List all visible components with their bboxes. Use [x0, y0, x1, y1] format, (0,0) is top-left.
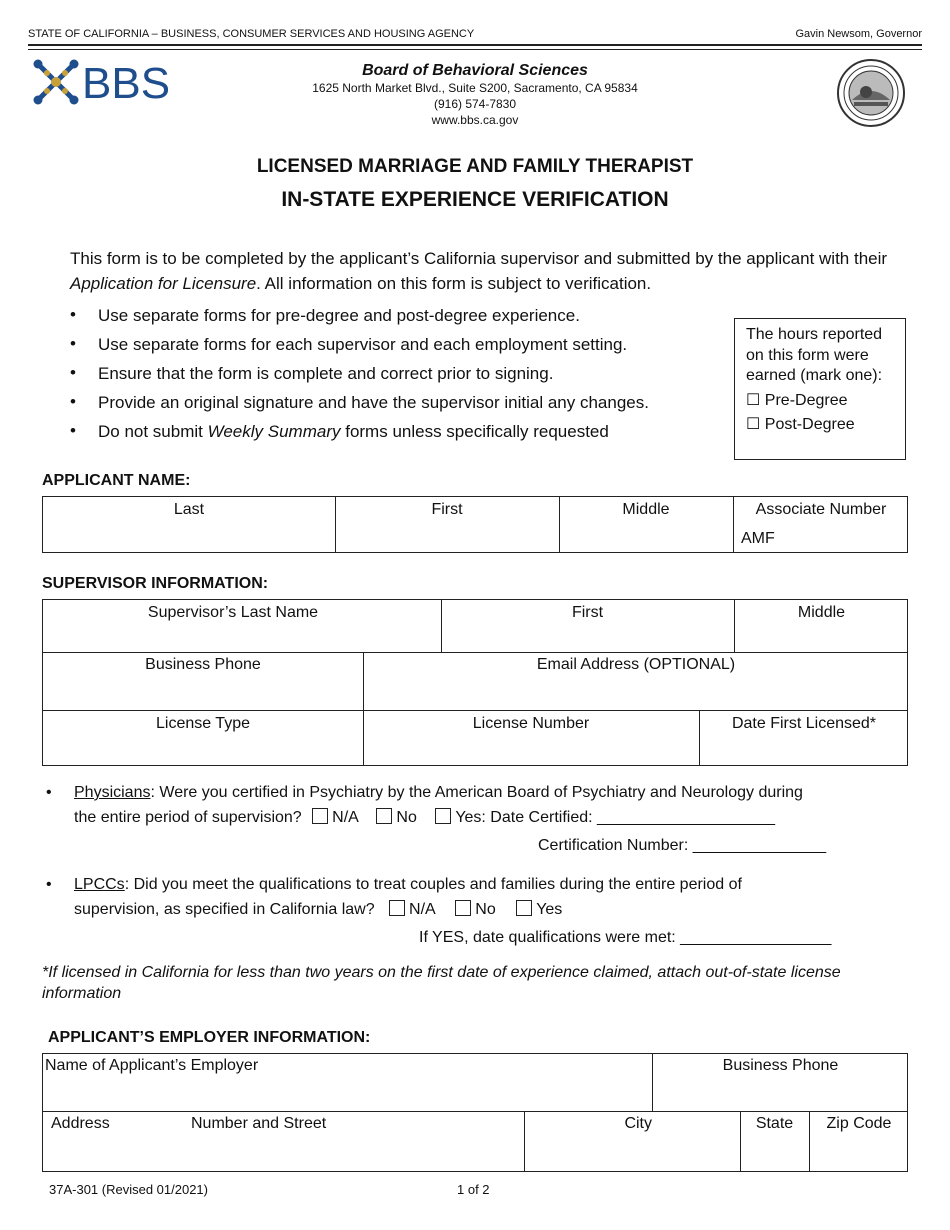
divider [43, 710, 907, 711]
employer-heading: APPLICANT’S EMPLOYER INFORMATION: [48, 1029, 371, 1046]
instruction-text: Do not submit [98, 422, 208, 441]
lpccs-label: LPCCs [74, 876, 125, 893]
instruction-item: • Provide an original signature and have the supervisor initial any changes. [70, 393, 649, 422]
instruction-text-end: forms unless specifically requested [340, 422, 609, 441]
physicians-label: Physicians [74, 784, 151, 801]
board-address: 1625 North Market Blvd., Suite S200, Sacramento, CA 95834 [312, 81, 638, 95]
associate-number-field[interactable]: AMF [741, 530, 775, 547]
board-phone: (916) 574-7830 [433, 97, 517, 111]
physicians-date-certified[interactable]: Yes: Date Certified: ____________________ [455, 809, 775, 826]
supervisor-heading: SUPERVISOR INFORMATION: [42, 575, 269, 592]
physicians-text: : Were you certified in Psychiatry by the American Board of Psychiatry and Neurology during [150, 784, 803, 801]
logo-text: BBS [82, 59, 171, 108]
governor-name: Gavin Newsom, Governor [795, 28, 922, 40]
physicians-na-label: N/A [332, 809, 358, 826]
physicians-text-2: the entire period of supervision? [74, 809, 302, 826]
lpccs-yes-label: Yes [536, 901, 563, 918]
form-title-line2: IN-STATE EXPERIENCE VERIFICATION [281, 188, 669, 211]
bbs-logo [32, 56, 212, 112]
qualifications-date-field[interactable]: If YES, date qualifications were met: _________________ [419, 929, 832, 946]
divider [43, 1111, 907, 1112]
lpccs-bullet: • [46, 876, 52, 893]
supervisor-phone-field[interactable]: Business Phone [145, 656, 261, 673]
board-website: www.bbs.ca.gov [431, 113, 519, 127]
intro-text: This form is to be completed by the applicant’s California supervisor and submitted by the applicant with their [70, 249, 888, 268]
divider [43, 652, 907, 653]
employer-address-label: Address [51, 1115, 110, 1132]
lpccs-na-label: N/A [409, 901, 435, 918]
employer-city-field[interactable]: City [624, 1115, 652, 1132]
supervisor-middle-field[interactable]: Middle [797, 604, 846, 621]
applicant-last-field[interactable]: Last [173, 501, 205, 518]
supervisor-last-name-field[interactable]: Supervisor’s Last Name [147, 604, 319, 621]
employer-name-field[interactable]: Name of Applicant’s Employer [45, 1057, 259, 1074]
employer-phone-field[interactable]: Business Phone [722, 1057, 839, 1074]
lpccs-question [74, 872, 904, 922]
instruction-item: • Use separate forms for each supervisor and each employment setting. [70, 335, 649, 364]
lpccs-text-2: supervision, as specified in California law? [74, 901, 375, 918]
board-name: Board of Behavioral Sciences [362, 62, 588, 79]
instruction-item [70, 422, 649, 451]
physicians-yes-checkbox[interactable] [435, 808, 451, 824]
applicant-name-table [42, 496, 908, 553]
applicant-first-field[interactable]: First [431, 501, 463, 518]
post-degree-checkbox[interactable]: ☐ Post-Degree [746, 416, 855, 433]
lpccs-yes-checkbox[interactable] [516, 900, 532, 916]
license-number-field[interactable]: License Number [472, 715, 590, 732]
employer-table [42, 1053, 908, 1172]
instruction-italic: Weekly Summary [207, 422, 341, 441]
license-type-field[interactable]: License Type [156, 715, 250, 732]
employer-street-field[interactable]: Number and Street [191, 1115, 327, 1132]
lpccs-no-checkbox[interactable] [455, 900, 471, 916]
certification-number-field[interactable]: Certification Number: _______________ [538, 837, 827, 854]
hours-box-text: The hours reported on this form were earned (mark one): [746, 326, 883, 384]
board-header [300, 62, 650, 128]
form-title-line1: LICENSED MARRIAGE AND FAMILY THERAPIST [256, 156, 694, 177]
header-rule-thin [28, 49, 922, 50]
supervisor-email-field[interactable]: Email Address (OPTIONAL) [536, 656, 736, 673]
employer-state-field[interactable]: State [755, 1115, 794, 1132]
applicant-middle-field[interactable]: Middle [622, 501, 670, 518]
physicians-no-label: No [396, 809, 417, 826]
instruction-item: • Ensure that the form is complete and correct prior to signing. [70, 364, 649, 393]
state-seal [836, 58, 906, 128]
date-first-licensed-field[interactable]: Date First Licensed* [731, 715, 877, 732]
hours-box [734, 318, 906, 460]
physicians-na-checkbox[interactable] [312, 808, 328, 824]
associate-number-label: Associate Number [755, 501, 887, 518]
lpccs-text: : Did you meet the qualifications to treat couples and families during the entire period of [124, 876, 742, 893]
supervisor-first-field[interactable]: First [571, 604, 604, 621]
pre-degree-checkbox[interactable]: ☐ Pre-Degree [746, 391, 848, 409]
physicians-no-checkbox[interactable] [376, 808, 392, 824]
lpccs-na-checkbox[interactable] [389, 900, 405, 916]
header-rule [28, 44, 922, 46]
employer-zip-field[interactable]: Zip Code [826, 1115, 892, 1132]
instruction-list [70, 306, 649, 451]
licensing-footnote: *If licensed in California for less than two years on the first date of experience claimed, attach out-of-state license information [42, 964, 841, 1002]
state-seal-icon [836, 58, 906, 128]
intro-text-end: . All information on this form is subject to verification. [256, 274, 652, 293]
supervisor-table [42, 599, 908, 766]
physicians-question [74, 780, 904, 830]
agency-bar [28, 28, 922, 44]
agency-name: STATE OF CALIFORNIA – BUSINESS, CONSUMER SERVICES AND HOUSING AGENCY [28, 28, 475, 40]
physicians-bullet: • [46, 784, 52, 801]
applicant-name-heading: APPLICANT NAME: [42, 472, 191, 489]
bbs-logo-icon [32, 56, 212, 112]
intro-italic: Application for Licensure [70, 274, 257, 293]
page-number: 1 of 2 [457, 1182, 490, 1197]
form-id: 37A-301 (Revised 01/2021) [49, 1182, 208, 1197]
intro-paragraph [70, 246, 890, 296]
instruction-item: • Use separate forms for pre-degree and post-degree experience. [70, 306, 649, 335]
lpccs-no-label: No [475, 901, 496, 918]
